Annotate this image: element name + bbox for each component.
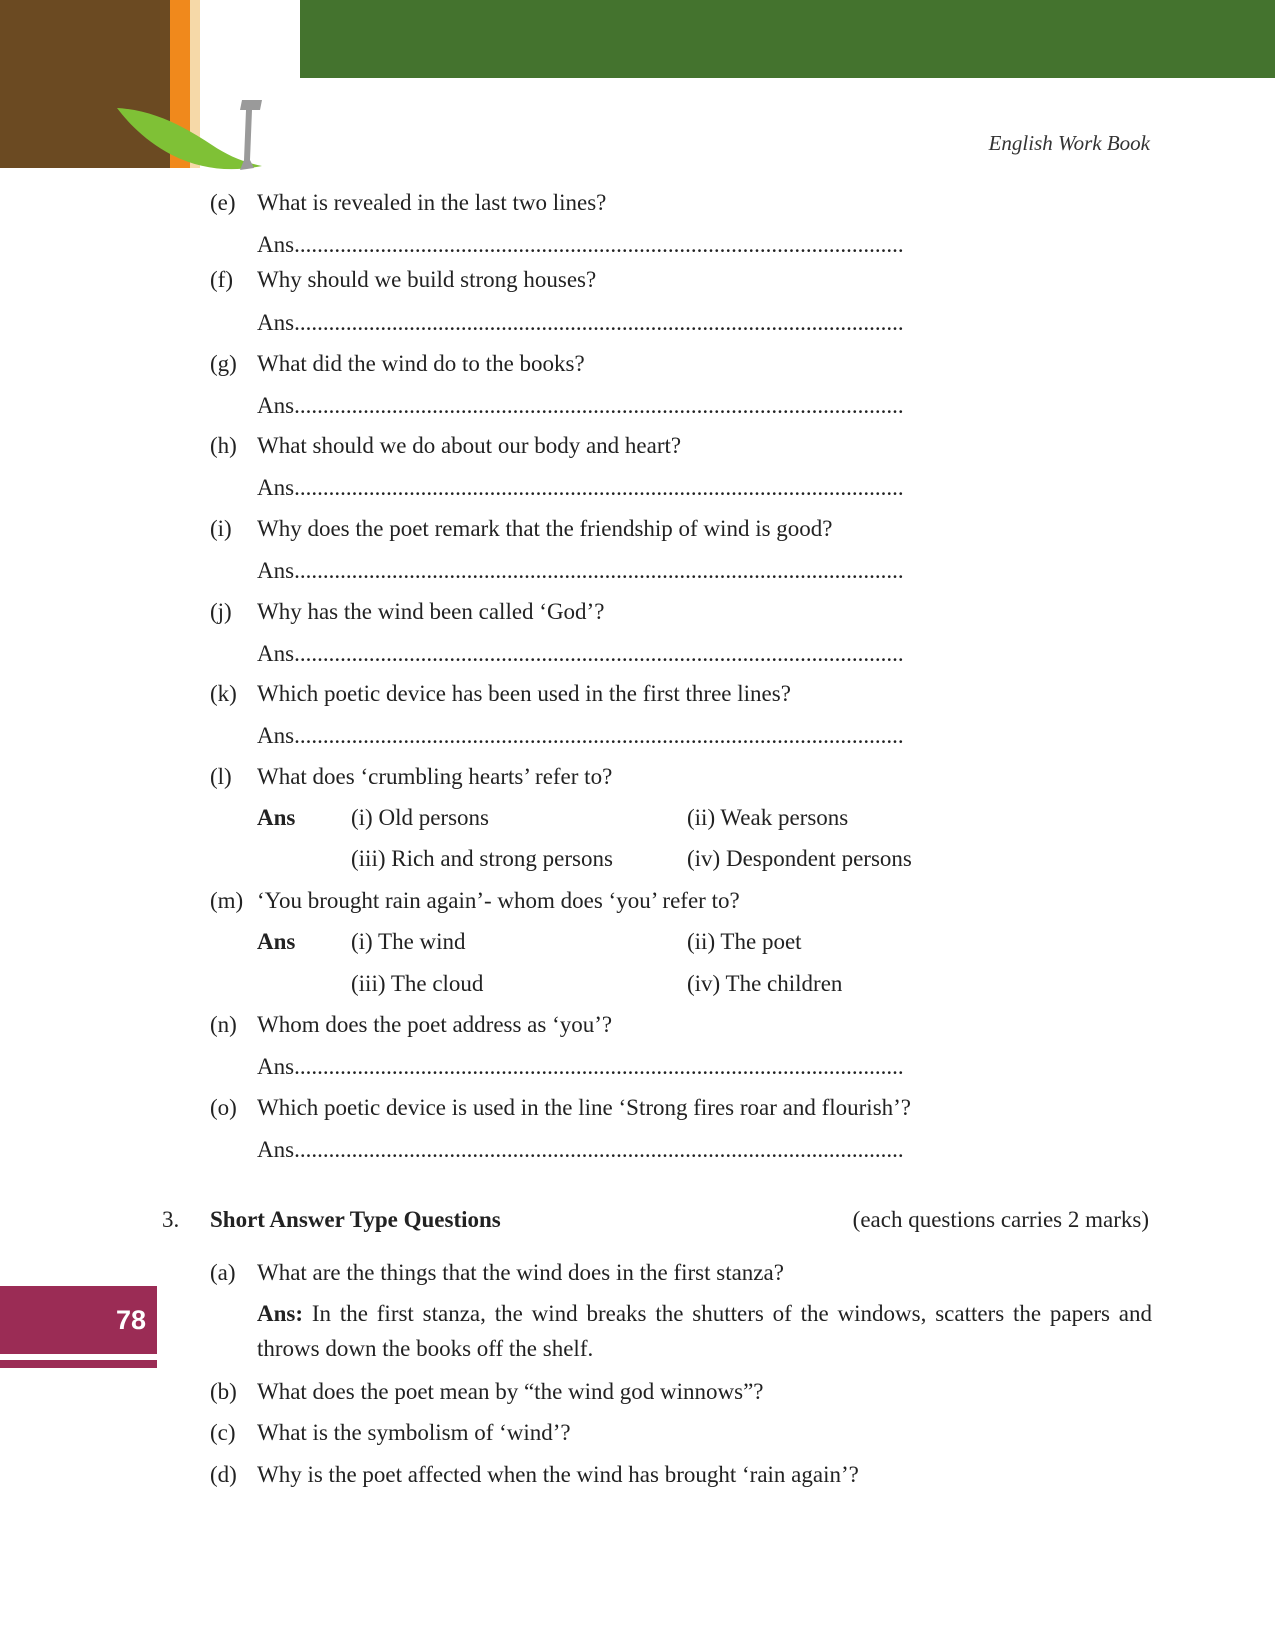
question-text: Whom does the poet address as ‘you’? [257, 1012, 613, 1037]
question-label: (e) [210, 190, 236, 215]
option-iv[interactable]: (iv) Despondent persons [687, 846, 912, 871]
question-label: (f) [210, 267, 233, 292]
option-ii[interactable]: (ii) The poet [687, 929, 802, 954]
question-label: (b) [210, 1379, 237, 1404]
question-text: What are the things that the wind does in the first stanza? [257, 1260, 784, 1285]
section-title: Short Answer Type Questions [210, 1207, 501, 1232]
question-label: (l) [210, 764, 232, 789]
question-text: Why does the poet remark that the friendship of wind is good? [257, 516, 833, 541]
worksheet-content: (e) What is revealed in the last two lines? Ans.......................................................................................................... (f) Why should we build strong houses? Ans.......................................................................................................... (g) What did the wind do to the books? Ans.......................................................................................................... (h) What should we do about our body and heart? Ans.......................................................................................................... (i) Why does the poet remark that the friendship of wind is good? Ans.......................................................................................................... (j) Why has the wind been called ‘God’? Ans.......................................................................................................... (k) Which poetic device has been used in the first three lines? Ans.......................................................................................................... (l) What does ‘crumbling hearts’ refer to? Ans (i) Old persons (ii) Weak persons (iii) Rich and strong persons (iv) Despondent persons (m) ‘You brought rain again’- whom does ‘you’ refer to? Ans (i) The wind (ii) The poet (iii) The cloud (iv) The children (n) Whom does the poet address as ‘you’? Ans.......................................................................................................... (o) Which poetic device is used in the line ‘Strong fires roar and flourish’? Ans.......................................................................................................... 3. Short Answer Type Questions (each questions carries 2 marks) (a) What are the things that the wind does in the first stanza? Ans: In the first stanza, the wind breaks the shutters of the windows, scatters the papers and throws down the books off the shelf. (b) What does the poet mean by “the wind god winnows”? (c) What is the symbolism of ‘wind’? (d) Why is the poet affected when the wind has brought ‘rain again’? [0, 0, 1275, 1651]
section-marks: (each questions carries 2 marks) [852, 1207, 1149, 1232]
option-iii[interactable]: (iii) The cloud [351, 971, 484, 996]
question-text: What does the poet mean by “the wind god winnows”? [257, 1379, 764, 1404]
answer-label: Ans [257, 1054, 295, 1079]
answer-label: Ans [257, 929, 296, 954]
option-iv[interactable]: (iv) The children [687, 971, 843, 996]
option-ii[interactable]: (ii) Weak persons [687, 805, 849, 830]
answer-label: Ans [257, 558, 295, 583]
question-text: What does ‘crumbling hearts’ refer to? [257, 764, 613, 789]
answer-paragraph [257, 1296, 1152, 1366]
option-i[interactable]: (i) The wind [351, 929, 466, 954]
book-title: English Work Book [988, 131, 1150, 155]
answer-label: Ans: [257, 1301, 304, 1326]
question-text: ‘You brought rain again’- whom does ‘you’ refer to? [257, 888, 740, 913]
question-text: Why has the wind been called ‘God’? [257, 599, 605, 624]
question-text: What is the symbolism of ‘wind’? [257, 1420, 571, 1445]
question-label: (g) [210, 351, 237, 376]
question-text: Which poetic device is used in the line ‘Strong fires roar and flourish’? [257, 1095, 912, 1120]
page-number: 78 [115, 1305, 146, 1335]
answer-label: Ans [257, 475, 295, 500]
answer-label: Ans [257, 310, 295, 335]
question-label: (k) [210, 681, 237, 706]
question-label: (d) [210, 1462, 237, 1487]
question-label: (n) [210, 1012, 237, 1037]
question-label: (i) [210, 516, 232, 541]
question-label: (a) [210, 1260, 236, 1285]
answer-label: Ans [257, 232, 295, 257]
question-text: Why is the poet affected when the wind has brought ‘rain again’? [257, 1462, 859, 1487]
question-text: Which poetic device has been used in the first three lines? [257, 681, 791, 706]
question-text: What should we do about our body and heart? [257, 433, 682, 458]
question-label: (h) [210, 433, 237, 458]
answer-label: Ans [257, 805, 296, 830]
question-text: Why should we build strong houses? [257, 267, 597, 292]
question-label: (j) [210, 599, 232, 624]
answer-label: Ans [257, 1137, 295, 1162]
question-label: (c) [210, 1420, 236, 1445]
answer-label: Ans [257, 393, 295, 418]
section-number: 3. [162, 1207, 180, 1232]
answer-label: Ans [257, 723, 295, 748]
question-text: What did the wind do to the books? [257, 351, 585, 376]
option-iii[interactable]: (iii) Rich and strong persons [351, 846, 613, 871]
answer-text: In the first stanza, the wind breaks the shutters of the windows, scatters the papers and throws down the books off the shelf. [257, 1301, 1152, 1361]
answer-label: Ans [257, 641, 295, 666]
question-label: (o) [210, 1095, 237, 1120]
question-label: (m) [210, 888, 244, 913]
option-i[interactable]: (i) Old persons [351, 805, 489, 830]
question-text: What is revealed in the last two lines? [257, 190, 607, 215]
